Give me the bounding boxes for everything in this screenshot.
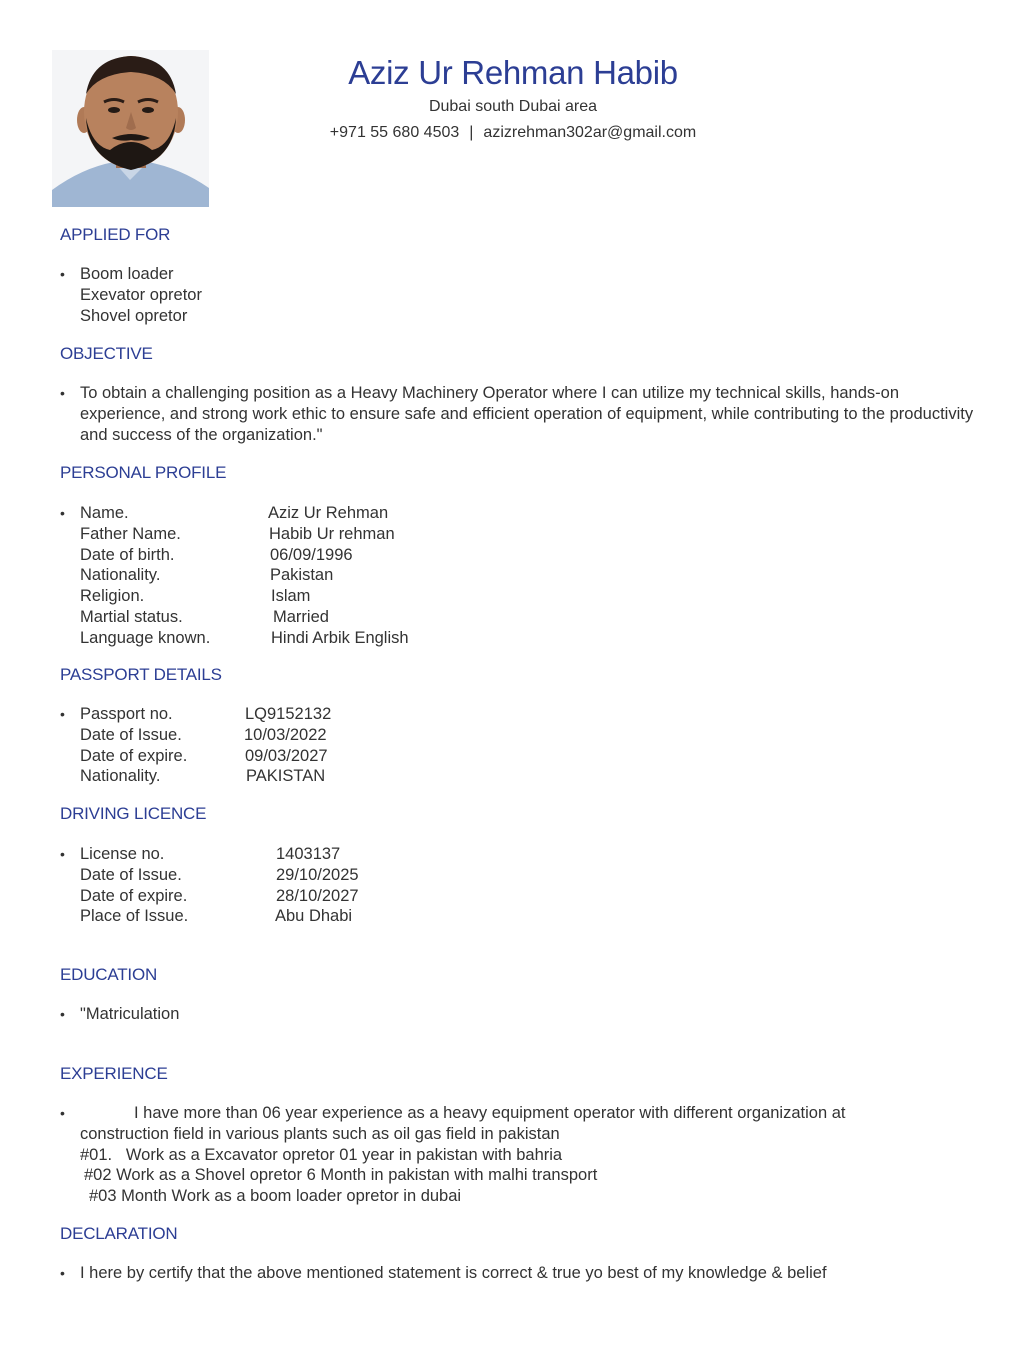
passport-row	[80, 746, 331, 767]
profile-row	[80, 503, 409, 524]
phone-number: +971 55 680 4503	[329, 124, 460, 141]
passport-value: 09/03/2027	[245, 746, 328, 765]
bullet: •	[60, 706, 65, 722]
declaration-block	[60, 1263, 827, 1284]
passport-label: Passport no.	[80, 705, 173, 723]
experience-line: #02 Work as a Shovel opretor 6 Month in pakistan with malhi transport	[84, 1166, 598, 1185]
profile-photo	[52, 50, 209, 207]
profile-row	[80, 524, 409, 545]
licence-label: Place of Issue.	[80, 907, 189, 926]
profile-row	[80, 586, 409, 607]
passport-row	[80, 766, 331, 787]
applied-item: Shovel opretor	[80, 306, 188, 325]
profile-value: Habib Ur rehman	[269, 524, 395, 543]
licence-value: 29/10/2025	[276, 865, 359, 884]
section-title-education: EDUCATION	[60, 965, 158, 984]
profile-label: Date of birth.	[80, 545, 175, 564]
objective-text: To obtain a challenging position as a Heavy Machinery Operator where I can utilize my technical skills, hands-on experience, and strong work ethic to ensure safe and efficient operation of equipment, while contributing to the productivity and success of the organization."	[80, 384, 974, 444]
objective-block	[60, 383, 980, 445]
passport-value: LQ9152132	[245, 705, 332, 723]
passport-label: Date of Issue.	[80, 725, 182, 744]
licence-row	[80, 865, 359, 886]
section-title-declaration: DECLARATION	[60, 1224, 178, 1243]
profile-value: Hindi Arbik English	[271, 628, 409, 647]
profile-value: Married	[273, 607, 329, 626]
personal-profile-list	[60, 503, 409, 649]
bullet: •	[60, 1105, 65, 1121]
experience-list	[60, 1103, 845, 1207]
passport-value: PAKISTAN	[246, 767, 326, 786]
licence-row	[80, 886, 359, 907]
address: Dubai south Dubai area	[428, 98, 598, 115]
driving-licence-list	[60, 844, 359, 927]
resume-header	[208, 54, 818, 144]
bullet: •	[60, 505, 65, 521]
passport-label: Date of expire.	[80, 746, 188, 765]
licence-value: Abu Dhabi	[275, 907, 353, 926]
email-address: azizrehman302ar@gmail.com	[483, 124, 697, 141]
profile-row	[80, 607, 409, 628]
applied-for-list	[60, 264, 202, 326]
experience-line: I have more than 06 year experience as a heavy equipment operator with different organization at	[134, 1104, 846, 1122]
bullet: •	[60, 1265, 65, 1281]
profile-value: 06/09/1996	[270, 545, 353, 564]
applied-item: Boom loader	[80, 265, 174, 283]
profile-label: Father Name.	[80, 524, 181, 543]
education-item: "Matriculation	[80, 1005, 180, 1023]
profile-row	[80, 545, 409, 566]
bullet: •	[60, 1006, 65, 1022]
candidate-name: Aziz Ur Rehman Habib	[348, 54, 678, 91]
bullet: •	[60, 385, 65, 401]
licence-value: 28/10/2027	[276, 886, 359, 905]
section-title-experience: EXPERIENCE	[60, 1064, 168, 1083]
declaration-text: I here by certify that the above mentioned statement is correct & true yo best of my knowledge & belief	[80, 1264, 827, 1282]
licence-value: 1403137	[276, 845, 341, 863]
section-title-driving-licence: DRIVING LICENCE	[60, 804, 207, 823]
licence-label: Date of expire.	[80, 886, 188, 905]
licence-label: License no.	[80, 845, 165, 863]
bullet: •	[60, 846, 65, 862]
profile-value: Islam	[271, 587, 311, 606]
passport-row	[80, 725, 331, 746]
contact-line	[208, 122, 818, 144]
licence-row	[80, 906, 359, 927]
profile-label: Language known.	[80, 628, 211, 647]
applied-item: Exevator opretor	[80, 285, 202, 304]
passport-row	[80, 704, 331, 725]
profile-value: Pakistan	[270, 566, 334, 585]
section-title-objective: OBJECTIVE	[60, 344, 153, 363]
profile-label: Religion.	[80, 587, 145, 606]
section-title-passport: PASSPORT DETAILS	[60, 665, 222, 684]
licence-label: Date of Issue.	[80, 865, 182, 884]
education-list	[60, 1004, 179, 1025]
profile-label: Nationality.	[80, 566, 161, 585]
portrait-image	[52, 50, 209, 207]
profile-label: Martial status.	[80, 607, 183, 626]
passport-label: Nationality.	[80, 767, 161, 786]
contact-separator: |	[469, 124, 474, 141]
profile-row	[80, 565, 409, 586]
bullet: •	[60, 266, 65, 282]
licence-row	[80, 844, 359, 865]
passport-list	[60, 704, 331, 787]
profile-value: Aziz Ur Rehman	[268, 504, 389, 522]
profile-row	[80, 628, 409, 649]
profile-label: Name.	[80, 504, 129, 522]
experience-line: construction field in various plants such as oil gas field in pakistan	[80, 1124, 560, 1143]
section-title-applied-for: APPLIED FOR	[60, 225, 171, 244]
experience-line: #01. Work as a Excavator opretor 01 year in pakistan with bahria	[80, 1145, 563, 1164]
passport-value: 10/03/2022	[244, 725, 327, 744]
section-title-personal-profile: PERSONAL PROFILE	[60, 463, 227, 482]
experience-line: #03 Month Work as a boom loader opretor in dubai	[89, 1187, 462, 1206]
